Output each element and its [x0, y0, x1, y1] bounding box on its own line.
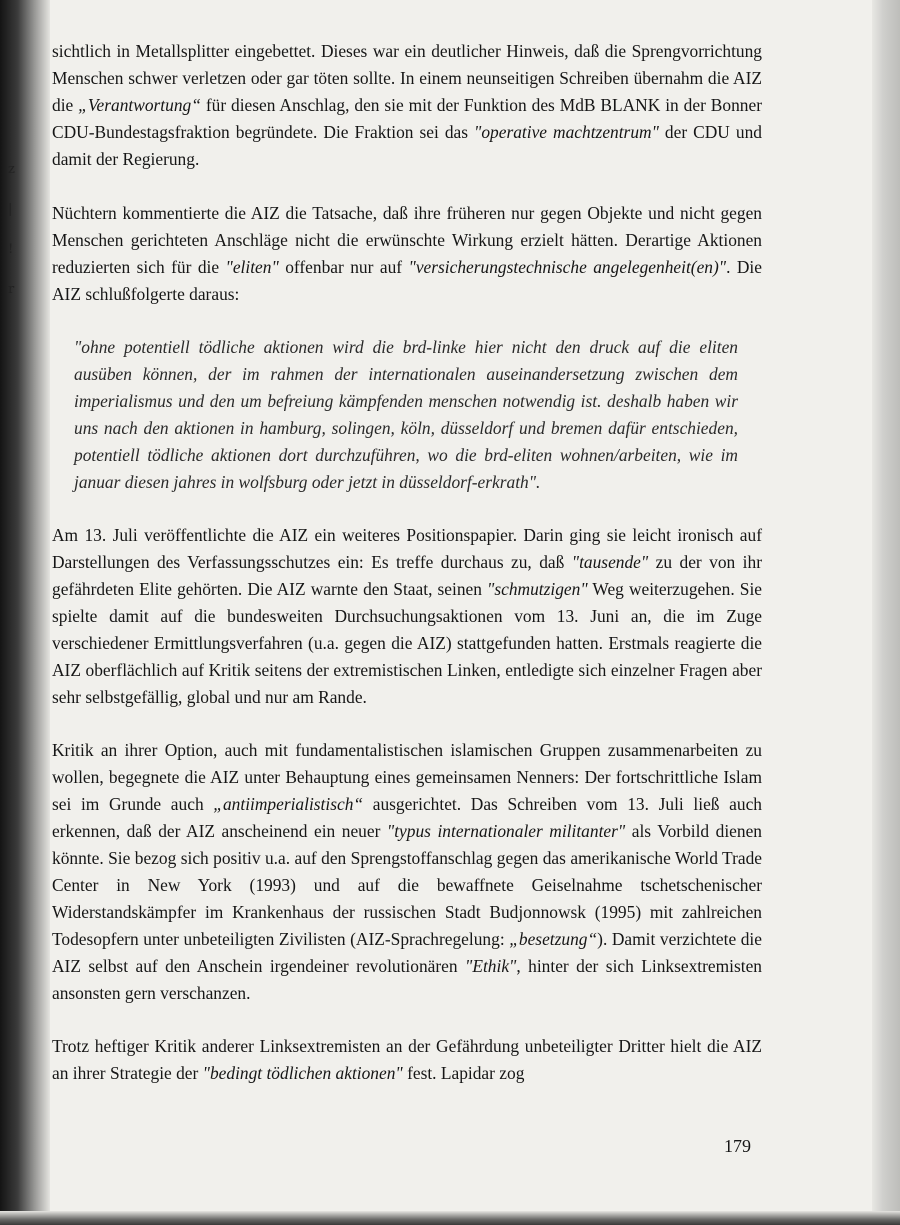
page-number: 179: [724, 1136, 751, 1156]
margin-marks: [8, 150, 18, 350]
paragraph-1: sichtlich in Metallsplitter eingebettet. Dieses war ein deutlicher Hinweis, daß die Sprengvorrichtung Menschen schwer verletzen oder gar töten sollte. In einem neunseitigen Schreiben übernahm die AIZ die „Verantwortung“ für diesen Anschlag, den sie mit der Funktion des MdB BLANK in der Bonner CDU-Bundestagsfraktion begründete. Die Fraktion sei das "operative machtzentrum" der CDU und damit der Regierung.: [52, 41, 762, 169]
paragraph-5: Trotz heftiger Kritik anderer Linksextremisten an der Gefährdung unbeteiligter Dritter hielt die AIZ an ihrer Strategie der "bedingt tödlichen aktionen" fest. Lapidar zog: [52, 1036, 762, 1083]
margin-mark: r: [8, 282, 15, 297]
paragraph-4: Kritik an ihrer Option, auch mit fundamentalistischen islamischen Gruppen zusammenarbeiten zu wollen, begegnete die AIZ unter Behauptung eines gemeinsamen Nenners: Der fortschrittliche Islam sei im Grunde auch „antiimperialistisch“ ausgerichtet. Das Schreiben vom 13. Juli ließ auch erkennen, daß der AIZ anscheinend ein neuer "typus internationaler militanter" als Vorbild dienen könnte. Sie bezog sich positiv u.a. auf den Sprengstoffanschlag gegen das amerikanische World Trade Center in New York (1993) und auf die bewaffnete Geiselnahme tschetschenischer Widerstandskämpfer im Krankenhaus der russischen Stadt Budjonnowsk (1995) mit zahlreichen Todesopfern unter unbeteiligten Zivilisten (AIZ-Sprachregelung: „besetzung“). Damit verzichtete die AIZ selbst auf den Anschein irgendeiner revolutionären "Ethik", hinter der sich Linksextremisten ansonsten gern verschanzen.: [52, 740, 763, 1003]
page-edge-bottom: [0, 1211, 900, 1225]
margin-mark: |: [8, 202, 13, 217]
block-quote: "ohne potentiell tödliche aktionen wird die brd-linke hier nicht den druck auf die eliten ausüben können, der im rahmen der internationalen auseinandersetzung zwischen dem imperialismus und den um befreiung kämpfenden menschen notwendig ist. deshalb haben wir uns nach den aktionen in hamburg, solingen, köln, düsseldorf und bremen dafür entschieden, potentiell tödliche aktionen dort durchzuführen, wo die brd-eliten wohnen/arbeiten, wie im januar diesen jahres in wolfsburg oder jetzt in düsseldorf-erkrath".: [74, 337, 738, 492]
paragraph-2: Nüchtern kommentierte die AIZ die Tatsache, daß ihre früheren nur gegen Objekte und nicht gegen Menschen gerichteten Anschläge nicht die erwünschte Wirkung erzielt hätten. Derartige Aktionen reduzierten sich für die "eliten" offenbar nur auf "versicherungstechnische angelegenheit(en)". Die AIZ schlußfolgerte daraus:: [52, 203, 762, 304]
body-text: [52, 38, 762, 1113]
margin-mark: z: [8, 162, 15, 177]
margin-mark: !: [8, 242, 14, 257]
page-edge-right: [872, 0, 900, 1225]
paragraph-3: Am 13. Juli veröffentlichte die AIZ ein weiteres Positionspapier. Darin ging sie leicht ironisch auf Darstellungen des Verfassungsschutzes ein: Es treffe durchaus zu, daß "tausende" zu der von ihr gefährdeten Elite gehörten. Die AIZ warnte den Staat, seinen "schmutzigen" Weg weiterzugehen. Sie spielte damit auf die bundesweiten Durchsuchungsaktionen vom 13. Juni an, die im Zuge verschiedener Ermittlungsverfahren (u.a. gegen die AIZ) stattgefunden hatten. Erstmals reagierte die AIZ oberflächlich auf Kritik seitens der extremistischen Linken, entledigte sich einzelner Fragen aber sehr selbstgefällig, global und nur am Rande.: [52, 525, 763, 707]
